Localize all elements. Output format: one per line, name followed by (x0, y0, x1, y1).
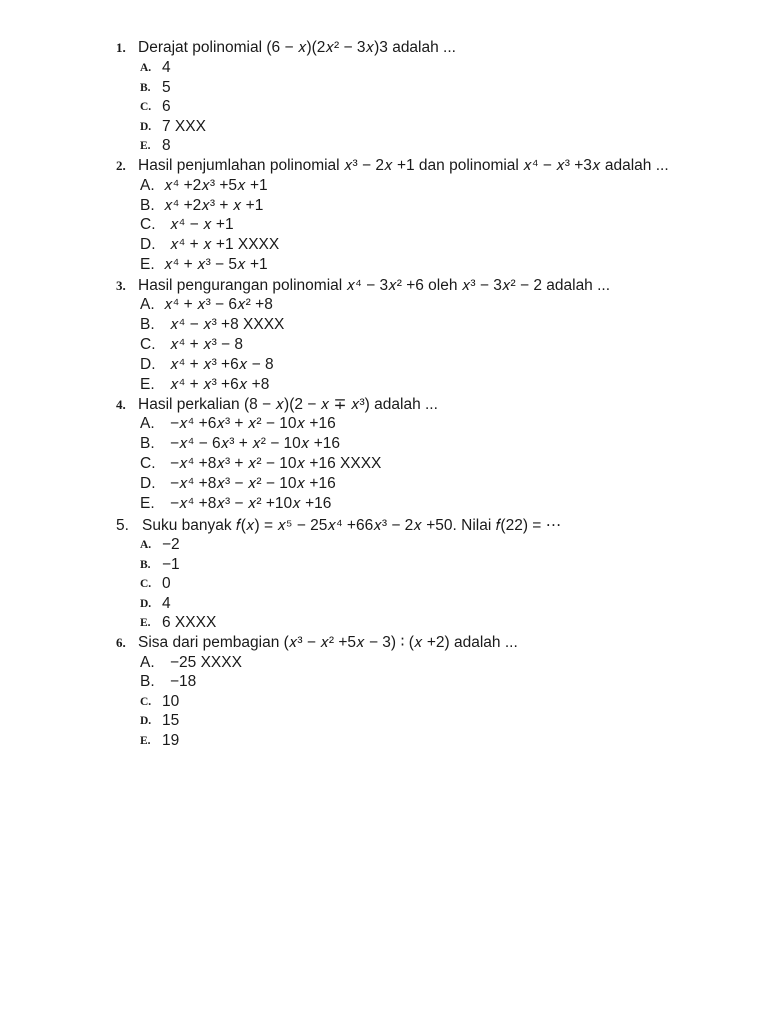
option-text: −𝑥⁴ +6𝑥³ + 𝑥² − 10𝑥 +16 (170, 415, 336, 432)
option-text: −2 (162, 536, 180, 553)
option-text: −𝑥⁴ +8𝑥³ − 𝑥² − 10𝑥 +16 (170, 475, 336, 492)
option-text: −𝑥⁴ − 6𝑥³ + 𝑥² − 10𝑥 +16 (170, 435, 341, 452)
option-text: 6 (162, 98, 171, 115)
option-text: −18 (170, 673, 197, 690)
question-text: Sisa dari pembagian (𝑥³ − 𝑥² +5𝑥 − 3) ∶ (𝑥 +2) adalah ... (138, 634, 518, 651)
option-text: 𝑥⁴ + 𝑥³ − 8 (170, 336, 244, 353)
option-label: B. (140, 435, 155, 452)
option-text: −𝑥⁴ +8𝑥³ − 𝑥² +10𝑥 +16 (170, 495, 332, 512)
option-text: 𝑥⁴ + 𝑥³ +6𝑥 +8 (170, 376, 270, 393)
option-label: C. (140, 101, 152, 113)
question-number: 6. (116, 635, 126, 650)
option-label: C. (140, 578, 152, 590)
option-label: B. (140, 316, 155, 333)
option-text: 𝑥⁴ + 𝑥 +1 XXXX (170, 236, 280, 253)
option-label: E. (140, 140, 151, 152)
option-label: D. (140, 356, 156, 373)
option-label: D. (140, 598, 152, 610)
option-label: B. (140, 197, 155, 214)
option-label: E. (140, 735, 151, 747)
option-text: −25 XXXX (170, 654, 242, 671)
option-label: E. (140, 376, 155, 393)
option-text: 15 (162, 712, 180, 729)
option-text: 19 (162, 732, 180, 749)
question-number: 4. (116, 397, 126, 412)
option-label: A. (140, 62, 152, 74)
option-label: C. (140, 216, 156, 233)
option-label: E. (140, 256, 155, 273)
option-label: D. (140, 475, 156, 492)
option-label: D. (140, 715, 152, 727)
option-label: A. (140, 177, 155, 194)
option-label: C. (140, 696, 152, 708)
option-label: E. (140, 617, 151, 629)
option-text: 0 (162, 575, 171, 592)
option-label: C. (140, 455, 156, 472)
option-label: B. (140, 559, 151, 571)
question-text: Hasil penjumlahan polinomial 𝑥³ − 2𝑥 +1 dan polinomial 𝑥⁴ − 𝑥³ +3𝑥 adalah ... (138, 157, 669, 174)
option-text: 𝑥⁴ +2𝑥³ +5𝑥 +1 (164, 177, 268, 194)
option-text: 4 (162, 59, 171, 76)
option-text: 𝑥⁴ − 𝑥 +1 (170, 216, 234, 233)
option-label: A. (140, 654, 155, 671)
option-label: A. (140, 539, 152, 551)
option-text: −𝑥⁴ +8𝑥³ + 𝑥² − 10𝑥 +16 XXXX (170, 455, 382, 472)
option-text: −1 (162, 556, 180, 573)
question-text: Hasil pengurangan polinomial 𝑥⁴ − 3𝑥² +6 oleh 𝑥³ − 3𝑥² − 2 adalah ... (138, 277, 611, 294)
question-number: 2. (116, 158, 126, 173)
option-label: A. (140, 415, 155, 432)
question-number: 5. (116, 517, 129, 534)
option-text: 𝑥⁴ +2𝑥³ + 𝑥 +1 (164, 197, 264, 214)
option-text: 𝑥⁴ + 𝑥³ +6𝑥 − 8 (170, 356, 274, 373)
option-text: 4 (162, 595, 171, 612)
option-text: 10 (162, 693, 180, 710)
option-text: 8 (162, 137, 171, 154)
option-text: 𝑥⁴ + 𝑥³ − 6𝑥² +8 (164, 296, 273, 313)
option-text: 𝑥⁴ + 𝑥³ − 5𝑥 +1 (164, 256, 268, 273)
question-number: 3. (116, 278, 126, 293)
option-label: B. (140, 673, 155, 690)
option-label: D. (140, 121, 152, 133)
question-text: Suku banyak 𝑓(𝑥) = 𝑥⁵ − 25𝑥⁴ +66𝑥³ − 2𝑥 +50. Nilai 𝑓(22) = ⋯ (142, 517, 562, 534)
option-label: D. (140, 236, 156, 253)
option-label: C. (140, 336, 156, 353)
option-text: 5 (162, 79, 171, 96)
option-label: E. (140, 495, 155, 512)
option-text: 6 XXXX (162, 614, 217, 631)
option-label: A. (140, 296, 155, 313)
option-text: 𝑥⁴ − 𝑥³ +8 XXXX (170, 316, 285, 333)
question-text: Hasil perkalian (8 − 𝑥)(2 − 𝑥 ∓ 𝑥³) adalah ... (138, 396, 438, 413)
question-number: 1. (116, 40, 126, 55)
question-text: Derajat polinomial (6 − 𝑥)(2𝑥² − 3𝑥)3 adalah ... (138, 39, 456, 56)
option-text: 7 XXX (162, 118, 206, 135)
option-label: B. (140, 82, 151, 94)
